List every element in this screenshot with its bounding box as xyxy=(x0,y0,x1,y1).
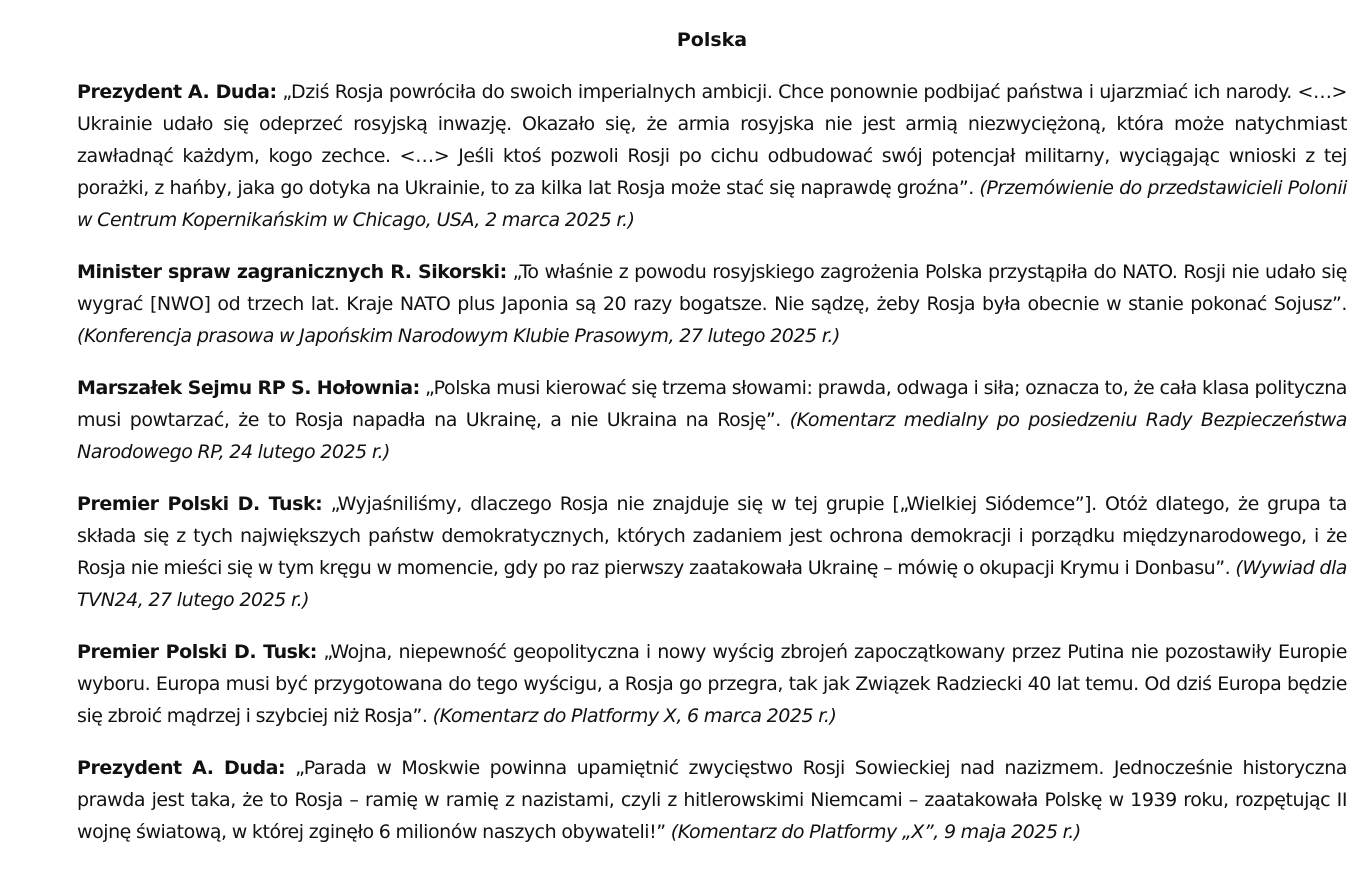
quote-paragraph xyxy=(77,488,1347,616)
quote-paragraph xyxy=(77,752,1347,848)
quote-speaker: Premier Polski D. Tusk: xyxy=(77,493,323,515)
quote-speaker: Marszałek Sejmu RP S. Hołownia: xyxy=(77,377,420,399)
quote-text: „Polska musi kierować się trzema słowami: prawda, odwaga i siła; oznacza to, że cała klasa polityczna musi powtarzać, że to Rosja napadła na Ukrainę, a nie Ukraina na Rosję”. xyxy=(77,377,1347,431)
quote-source: (Wywiad dla TVN24, 27 lutego 2025 r.) xyxy=(77,557,1347,611)
quote-source: (Konferencja prasowa w Japońskim Narodowym Klubie Prasowym, 27 lutego 2025 r.) xyxy=(77,325,840,347)
section-title: Polska xyxy=(676,29,748,51)
quote-text: „Wyjaśniliśmy, dlaczego Rosja nie znajduje się w tej grupie [„Wielkiej Siódemce”]. Otóż dlatego, że grupa ta składa się z tych największych państw demokratycznych, których zadaniem jest ochrona demokracji i porządku międzynarodowego, i że Rosja nie mieści się w tym kręgu w momencie, gdy po raz pierwszy zaatakowała Ukrainę – mówię o okupacji Krymu i Donbasu”. xyxy=(77,493,1347,579)
quote-speaker: Minister spraw zagranicznych R. Sikorski: xyxy=(77,261,507,283)
quote-speaker: Prezydent A. Duda: xyxy=(77,757,286,779)
quote-source: (Komentarz medialny po posiedzeniu Rady Bezpieczeństwa Narodowego RP, 24 lutego 2025 r.) xyxy=(77,409,1347,463)
quote-source: (Przemówienie do przedstawicieli Polonii w Centrum Kopernikańskim w Chicago, USA, 2 marca 2025 r.) xyxy=(77,177,1348,231)
quote-source: (Komentarz do Platformy „X”, 9 maja 2025 r.) xyxy=(670,821,1081,843)
quote-text: „Dziś Rosja powróciła do swoich imperialnych ambicji. Chce ponownie podbijać państwa i ujarzmiać ich narody. <…> Ukrainie udało się odeprzeć rosyjską inwazję. Okazało się, że armia rosyjska nie jest armią niezwyciężoną, która może natychmiast zawładnąć każdym, kogo zechce. <…> Jeśli ktoś pozwoli Rosji po cichu odbudować swój potencjał militarny, wyciągając wnioski z tej porażki, z hańby, jaka go dotyka na Ukrainie, to za kilka lat Rosja może stać się naprawdę groźna”. xyxy=(77,81,1347,199)
quote-text: „Parada w Moskwie powinna upamiętnić zwycięstwo Rosji Sowieckiej nad nazizmem. Jednocześnie historyczna prawda jest taka, że to Rosja – ramię w ramię z nazistami, czyli z hitlerowskimi Niemcami – zaatakowała Polskę w 1939 roku, rozpętując II wojnę światową, w której zginęło 6 milionów naszych obywateli!” xyxy=(77,757,1347,843)
quote-paragraph xyxy=(77,76,1347,236)
quote-source: (Komentarz do Platformy X, 6 marca 2025 r.) xyxy=(432,705,837,727)
quote-text: „To właśnie z powodu rosyjskiego zagrożenia Polska przystąpiła do NATO. Rosji nie udało się wygrać [NWO] od trzech lat. Kraje NATO plus Japonia są 20 razy bogatsze. Nie sądzę, żeby Rosja była obecnie w stanie pokonać Sojusz”. xyxy=(77,261,1347,315)
quote-paragraph xyxy=(77,372,1347,468)
quote-speaker: Prezydent A. Duda: xyxy=(77,81,277,103)
quote-text: „Wojna, niepewność geopolityczna i nowy wyścig zbrojeń zapoczątkowany przez Putina nie pozostawiły Europie wyboru. Europa musi być przygotowana do tego wyścigu, a Rosja go przegra, tak jak Związek Radziecki 40 lat temu. Od dziś Europa będzie się zbroić mądrzej i szybciej niż Rosja”. xyxy=(77,641,1347,727)
quote-speaker: Premier Polski D. Tusk: xyxy=(77,641,317,663)
quote-paragraph xyxy=(77,256,1347,352)
quote-paragraph xyxy=(77,636,1347,732)
